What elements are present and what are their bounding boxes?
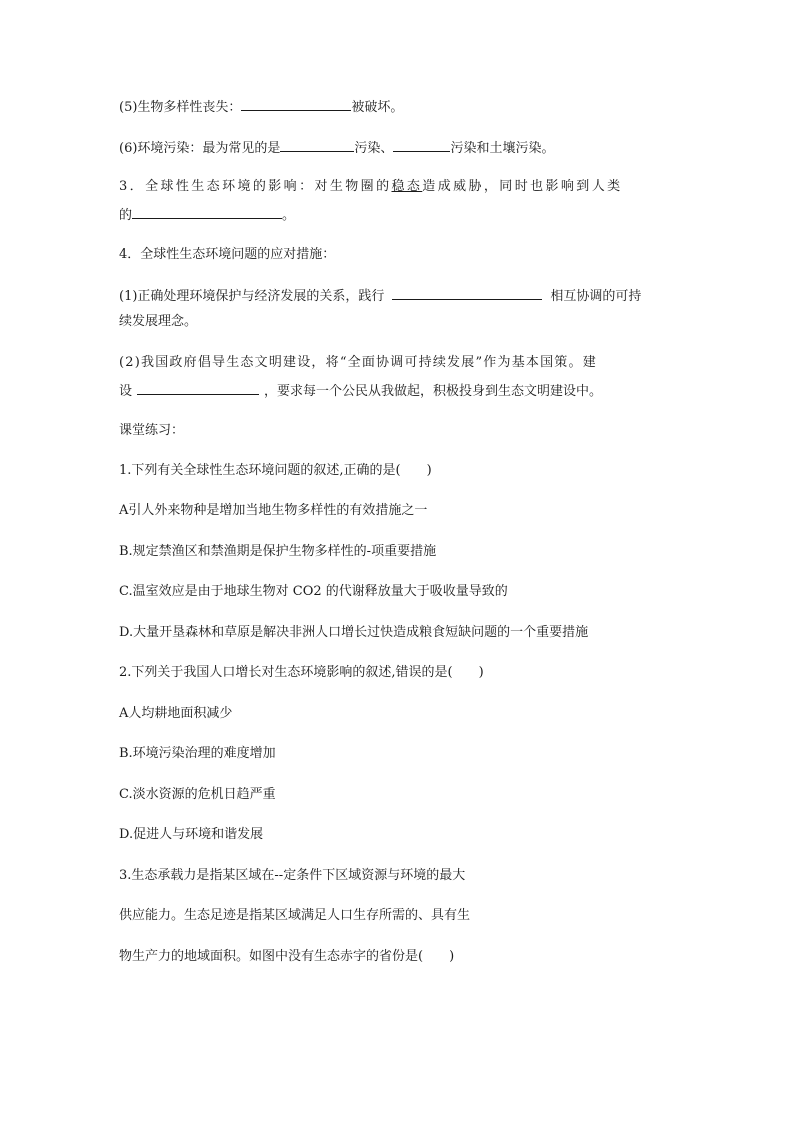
section-3-text-a: 3．全球性生态环境的影响：对生物圈的: [119, 179, 392, 194]
q2-option-d: D.促进人与环境和谐发展: [119, 827, 264, 842]
q3-line-1: 3.生态承载力是指某区域在--定条件下区域资源与环境的最大: [119, 868, 466, 883]
item-6-blank-2: [393, 137, 450, 152]
q3-line-3: 物生产力的地域面积。如图中没有生态赤字的省份是( ): [119, 949, 455, 964]
item-6-blank-1: [280, 137, 354, 152]
section-4-p2-blank: [137, 380, 259, 395]
section-4-p1-a: (1)正确处理环境保护与经济发展的关系，践行: [119, 289, 385, 304]
q1-stem: 1.下列有关全球性生态环境问题的叙述,正确的是( ): [119, 463, 432, 478]
q1-option-d: D.大量开垦森林和草原是解决非洲人口增长过快造成粮食短缺问题的一个重要措施: [119, 625, 589, 640]
section-4-p1-line-1: [119, 285, 679, 305]
section-3-line-1: [119, 177, 679, 197]
q2-stem: 2.下列关于我国人口增长对生态环境影响的叙述,错误的是( ): [119, 665, 484, 680]
section-3-line-2: [119, 204, 679, 224]
practice-heading: 课堂练习：: [119, 423, 185, 438]
q3-line-2: 供应能力。生态足迹是指某区域满足人口生存所需的、具有生: [119, 908, 471, 923]
section-4-p2-c: ，要求每一个公民从我做起，积极投身到生态文明建设中。: [264, 384, 603, 399]
item-5-suffix: 被破坏。: [351, 100, 404, 115]
item-5-prefix: (5)生物多样性丧失：: [119, 100, 242, 115]
q1-option-b: B.规定禁渔区和禁渔期是保护生物多样性的-项重要措施: [119, 544, 437, 559]
section-4-p1-line-2: 续发展理念。: [119, 314, 198, 329]
q2-option-a: A人均耕地面积减少: [119, 706, 233, 721]
item-6-mid: 污染、: [354, 141, 394, 156]
item-6-prefix: (6)环境污染：最为常见的是: [119, 141, 281, 156]
section-4-title: 4．全球性生态环境问题的应对措施：: [119, 247, 336, 262]
item-6: [119, 137, 679, 157]
q2-option-b: B.环境污染治理的难度增加: [119, 746, 276, 761]
item-5-blank: [241, 96, 351, 111]
section-3-text-b: 造成威胁，同时也影响到人类: [422, 179, 623, 194]
section-4-p2-b: 设: [119, 384, 133, 399]
section-3-underlined-term: 稳态: [391, 179, 423, 194]
item-5: [119, 96, 679, 116]
section-4-p1-b: 相互协调的可持: [550, 289, 642, 304]
q1-option-a: A引人外来物种是增加当地生物多样性的有效措施之一: [119, 503, 428, 518]
item-6-suffix: 污染和土壤污染。: [450, 141, 555, 156]
section-3-text-c: 的: [119, 208, 133, 223]
section-3-text-d: 。: [282, 208, 296, 223]
q2-option-c: C.淡水资源的危机日趋严重: [119, 787, 276, 802]
section-4-p2-line-2: [119, 380, 679, 400]
section-4-p2-line-1: (2)我国政府倡导生态文明建设，将“全面协调可持续发展”作为基本国策。建: [119, 355, 597, 370]
q1-option-c: C.温室效应是由于地球生物对 CO2 的代谢释放量大于吸收量导致的: [119, 584, 508, 599]
section-3-blank: [132, 204, 282, 219]
section-4-p1-blank: [392, 285, 542, 300]
